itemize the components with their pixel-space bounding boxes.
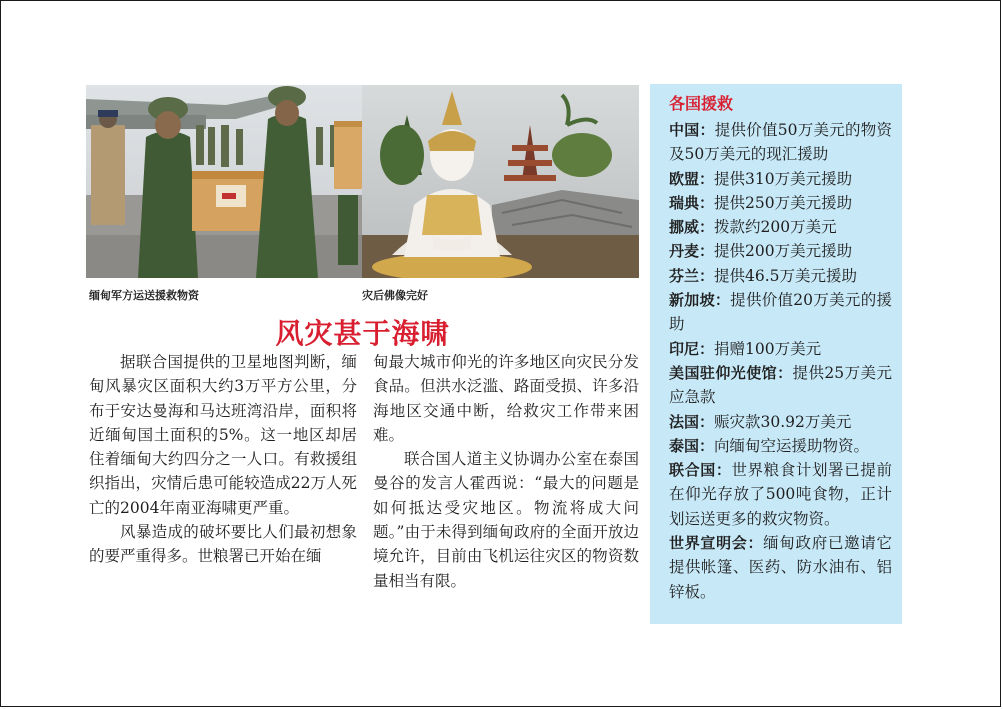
aid-text: 捐赠100万美元 [714, 339, 822, 358]
aid-country: 挪威： [669, 218, 715, 237]
aid-country: 芬兰： [669, 266, 715, 285]
aid-item [669, 191, 892, 215]
aid-text: 提供25万美元应急款 [669, 363, 892, 407]
photo-buddha-image [362, 85, 639, 278]
paragraph: 联合国人道主义协调办公室在泰国曼谷的发言人霍西说：“最大的问题是如何抵达受灾地区。物流将成大问题。”由于未得到缅甸政府的全面开放边境允许，目前由飞机运往灾区的物资数量相当有限。 [373, 450, 639, 590]
article-column-left [89, 350, 357, 569]
aid-text: 提供46.5万美元援助 [714, 266, 858, 285]
aid-text: 向缅甸空运援助物资。 [714, 436, 870, 455]
aid-text: 赈灾款30.92万美元 [714, 412, 852, 431]
aid-item [669, 361, 892, 410]
aid-text: 提供250万美元援助 [714, 193, 853, 212]
aid-item [669, 215, 892, 239]
aid-country: 中国： [669, 121, 715, 139]
aid-text: 提供310万美元援助 [714, 169, 853, 188]
aid-item [669, 239, 892, 263]
aid-item [669, 458, 892, 531]
aid-country: 欧盟： [669, 169, 715, 188]
aid-text: 拨款约200万美元 [714, 218, 837, 237]
article-headline: 风灾甚于海啸 [275, 317, 450, 350]
aid-text: 提供200万美元援助 [714, 242, 853, 261]
aid-item [669, 288, 892, 337]
aid-sidebar [650, 84, 902, 624]
aid-text: 缅甸政府已邀请它提供帐篷、医药、防水油布、铝锌板。 [669, 534, 892, 601]
aid-country: 丹麦： [669, 242, 715, 261]
aid-text: 世界粮食计划署已提前在仰光存放了500吨食物，正计划运送更多的救灾物资。 [669, 461, 892, 528]
aid-country: 瑞典： [669, 193, 715, 212]
aid-item [669, 434, 892, 458]
sidebar-title: 各国援救 [669, 94, 734, 113]
paragraph: 据联合国提供的卫星地图判断，缅甸风暴灾区面积大约3万平方公里，分布于安达曼海和马达班湾沿岸，面积将近缅甸国土面积的5%。这一地区却居住着缅甸大约四分之一人口。有救援组织指出，灾情后患可能较造成22万人死亡的2004年南亚海啸更严重。 [89, 353, 357, 517]
aid-text: 提供价值20万美元的援助 [669, 291, 892, 334]
aid-item [669, 264, 892, 288]
photo-caption-left: 缅甸军方运送援救物资 [89, 289, 199, 302]
aid-country: 法国： [669, 412, 715, 431]
aid-country: 美国驻仰光使馆： [669, 363, 793, 382]
aid-text: 提供价值50万美元的物资及50万美元的现汇援助 [669, 121, 892, 164]
photo-caption-right: 灾后佛像完好 [362, 289, 428, 302]
article-column-right [373, 350, 639, 593]
photo-soldiers-aid [86, 85, 362, 278]
aid-item [669, 531, 892, 604]
aid-country: 联合国： [669, 461, 732, 480]
paragraph: 甸最大城市仰光的许多地区向灾民分发食品。但洪水泛滥、路面受损、许多沿海地区交通中断，给救灾工作带来困难。 [373, 353, 639, 444]
aid-item [669, 118, 892, 167]
aid-item [669, 410, 892, 434]
photo-buddha-statue [362, 85, 639, 278]
aid-country: 印尼： [669, 339, 715, 358]
aid-item [669, 337, 892, 361]
aid-country: 新加坡： [669, 291, 731, 310]
aid-country: 泰国： [669, 436, 715, 455]
paragraph: 风暴造成的破坏要比人们最初想象的要严重得多。世粮署已开始在缅 [89, 523, 357, 566]
aid-item [669, 167, 892, 191]
aid-country: 世界宣明会： [669, 534, 764, 553]
photo-soldiers-image [86, 85, 362, 278]
